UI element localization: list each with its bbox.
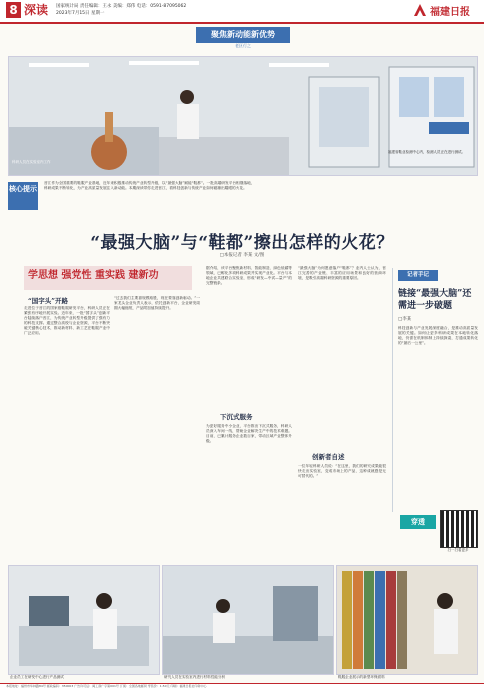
subhead-guo: “国字头”开路 [28, 297, 68, 305]
lab-photo-illustration [9, 57, 477, 175]
headline: “最强大脑”与“鞋都”擦出怎样的火花？ [90, 233, 394, 253]
slogan-text: 学思想 强党性 重实践 建新功 [28, 270, 159, 281]
qr-code-icon[interactable] [440, 510, 478, 548]
newspaper-logo-icon [412, 2, 428, 18]
subhead-xiachen: 下沉式服务 [220, 413, 253, 421]
bottom-caption-right: 鞋服企业展示的新型环保面料 [338, 675, 385, 679]
reporter-note-tag: 记者手记 [398, 270, 438, 281]
column-badge: 聚焦新动能新优势 [196, 27, 290, 43]
left-body-text-2: “过去我们主要靠规模取胜，现在要靠创新驱动。”一家龙头企业负责人表示，依托创新平台，企业研发周期大幅缩短，产品附加值持续提升。 [114, 296, 200, 310]
qr-tag: 穿透 [400, 515, 436, 529]
intro-text: 晋江作为全国重要的鞋服产业基地，近年来积极推动传统产业转型升级，以“最强大脑”赋能“鞋都”。一批高端研发平台相继落地，科研成果不断转化，为产业高质量发展注入新动能。本期深读带你走进晋江，看科技创新与传统产业如何碰撞出耀眼的火花。 [44, 181, 255, 191]
bottom-photo-mid-illustration [163, 566, 333, 674]
left-body-text-1: 走进位于晋江的国家级鞋服研发平台，科研人员正在紧张有序地开展实验。近年来，一批“国字头”创新平台陆续落户晋江，为传统产业转型升级提供了强有力的科技支撑。通过整合高校与企业资源，平台不断突破关键核心技术，推动新材料、新工艺在鞋服产业中广泛应用。 [24, 306, 110, 335]
bottom-caption-left: 企业员工在研发中心进行产品测试 [10, 675, 64, 679]
bottom-photo-left [8, 565, 160, 675]
right-body-text-2: 一位年轻科研人员说：“在这里，我们的研究成果能很快走出实验室，变成市场上的产品，这种成就感是无可替代的。” [298, 464, 386, 478]
bottom-caption-mid: 研究人员在实验室内进行材料性能分析 [164, 675, 226, 679]
top-photo-caption-right: 福建省鞋业检测中心内，检测人员正在进行测试。 [388, 150, 465, 154]
bottom-photo-mid [162, 565, 334, 675]
subhead-chuangxin: 创新者自述 [312, 453, 345, 461]
newspaper-logo: 福建日报 [430, 7, 470, 18]
reporter-note-title: 链接“最强大脑”还需进一步破题 [398, 289, 472, 311]
section-title: 深读 [24, 3, 49, 17]
byline: □本报记者 李某 文/图 [219, 253, 265, 258]
core-tip-tag: 核心提示 [8, 182, 38, 210]
reporter-note-text: 科技创新与产业发展深度融合，是推动高质量发展的关键。如何让更多科研成果在本地转化落地，仍需在机制体制上持续探索，打通成果转化的“最后一公里”。 [398, 326, 478, 345]
bottom-photo-right-illustration [337, 566, 477, 674]
footer-text: 本报地址：福州市华林路84号 邮政编码：350003 广告许可证：闽工商广字第001号 订阅：全国各地邮局 零售价：1.50元 印刷：福建日报社印务中心 [6, 684, 207, 688]
mid-body-text-2: 为更好服务中小企业，平台推出下沉式服务，科研人员深入车间一线，帮助企业解决生产中的技术难题。目前，已累计服务企业数百家，带动区域产业整体升级。 [206, 424, 292, 443]
bottom-photo-right [336, 565, 478, 675]
bottom-photo-left-illustration [9, 566, 159, 674]
qr-caption: 扫一扫看更多 [447, 548, 469, 552]
page-number: 8 [6, 2, 21, 18]
column-subtitle: 老区行之 [235, 43, 251, 48]
mid-body-text-1: 据介绍，该平台聚焦新材料、智能制造、绿色低碳等领域，已孵化多项科研成果并实现产业化。平台与本地企业共建联合实验室，形成“研发—中试—量产”的完整链条。 [206, 266, 292, 285]
masthead-meta: 国家统计局 责任编辑：王永 美编：郑伟 电话：0591-87095062 [56, 4, 187, 9]
right-body-text-1: “最强大脑”为何愿意落户“鞋都”？业内人士认为，晋江完善的产业链、丰富的应用场景和良好的营商环境，是吸引高端科研资源的重要原因。 [298, 266, 386, 280]
top-photo [8, 56, 478, 176]
reporter-note-author: □李某 [398, 317, 412, 322]
masthead-date: 2023年7月15日 星期一 [56, 11, 105, 16]
top-photo-caption-left: 科研人员在实验室内工作 [12, 160, 51, 164]
